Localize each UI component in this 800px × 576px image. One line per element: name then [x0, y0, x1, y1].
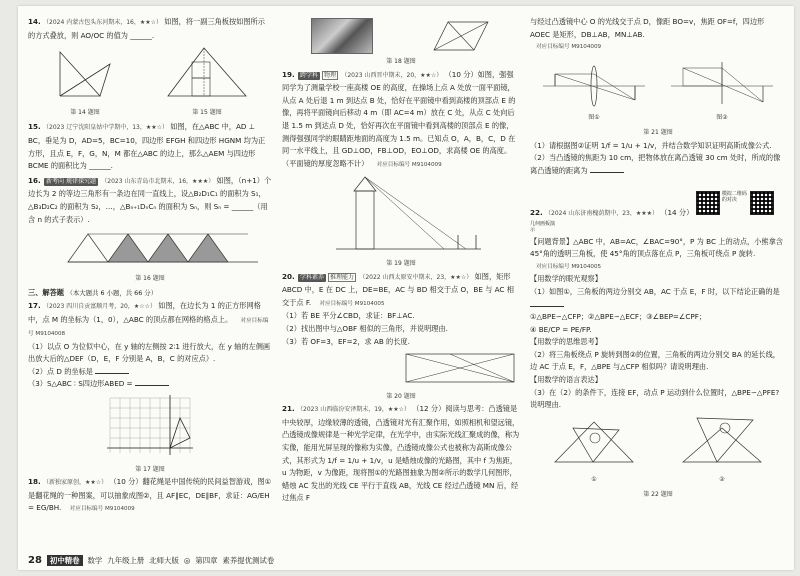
figure-17-grid: [105, 393, 195, 459]
answer-blank[interactable]: [590, 165, 624, 173]
column-3: 与经过凸透镜中心 O 的光线交于点 D，像距 BO=v，焦距 OF=f，四边形 AOEC 是矩形，DB⊥AB，MN⊥AB. 对应目标编号 M9104009 图① 图② 第 21 题图 （1）请根据图②证明 1/f = 1/u + 1/v，并结合数学知识证明高斯成像公式. （2）当凸透镜的焦距为 10 cm，把物体放在离凸透镜 30 cm 处时，所成的像离凸透镜的距离为 22. （2024 山东济南槐荫期中，23，★★★） （14 分） 模拟二维码的对决 几何画板演示 【问题背景】△ABC 中，AB=AC，∠BAC=90°，P 为 BC 上的动点，小熊拿含 45°角的透明三角板，使 45°角的顶点落在点 P，三角板可绕点 P 旋转. 对应目标编号 M9104005 【用数学的眼光观察】 （1）如图①，三角板的两边分别交 AB，AC 于点 E，F 时，以下结论正确的是 ①△BPE∽△CFP；②△BPE∽△ECF；③∠BEP=∠CPF； ④ BE/CP = PE/FP. 【用数学的思维思考】 （2）将三角板绕点 P 旋转到图②的位置，三角板的两边分别交 BA 的延长线，边 AC 于点 E，F，△BPE 与△CFP 相似吗？请说明理由. 【用数学的语言表达】 （3）在（2）的条件下，连接 EF，动点 P 运动到什么位置时，△BPE∽△PFE? 说明理由. ① ② 第 22 题图: [530, 16, 786, 502]
qr-code-1[interactable]: [696, 191, 720, 215]
page-footer: 28 初中精卷 数学 九年级上册 北师大版 ◎ 第四章 素养提优测试卷: [28, 554, 275, 566]
column-2: 第 18 题图 19. 跨学科 物理 （2023 山西晋中期末，20，★★☆） （10 分）如图，强强同学为了测量学校一座高楼 OE 的高度，在操场上点 A 处放一面平面镜，从点 A 处后退 1 m 到达点 B 处，恰好在平面镜中看到高楼的顶部点 E 的像，再将平面镜向后移动 4 m（即 AC=4 m）放在 C 处，从点 C 处向后退 1.5 m 到达点 D 处，恰好再次在平面镜中看到高楼的顶部点 E 的像，测得强强同学的眼睛距地面的高度为 1.5 m。已知点 O，A，B，C，D 在同一水平线上，且 GD⊥OD，FB⊥OD，EO⊥OD，求高楼 OE 的高度。（平面镜的厚度忽略不计） 对应目标编号 M9104009 第 19 题图 20. 学科素养 推理能力 （2022 山西太原安中期末，23，★★☆） 如图，矩形 ABCD 中，E 在 DC 上，DE=BE，AC 与 BD 相交于点 O，BE 与 AC 相交于点 F. 对应目标编号 M9104005 （1）若 BE 平分∠CBD，求证：BF⊥AC. （2）找出图中与△OBF 相似的三角形，并说明理由. （3）若 OF=3，EF=2，求 AB 的长度. 第 20 题图 21. （2023 山西临汾安泽期末，19，★★☆） （12 分）阅读与思考：凸透镜是中央较厚，边缘较薄的透镜，凸透镜对光有汇聚作用，如照相机和望远镜，凸透镜成像规律是一种光学定律，在光学中，由实际光线汇聚成的像，称为实像，能用光屏呈现的像称为实像，凸透镜成像公式也被称为高斯成像公式，其形式为 1/f = 1/u + 1/v，u 是蜡烛成像的光路图，其中 f 为焦距，u 为物距，v 为像距，现将图①的光路图抽象为图②所示的数学几何图形，蜡烛 AC 发出的光线 CE 平行于直线 AB，光线 CE 经过凸透镜 MN 后，经过焦点 F: [282, 16, 520, 507]
question-22: 22. （2024 山东济南槐荫期中，23，★★★） （14 分） 模拟二维码的对决 几何画板演示: [530, 191, 786, 233]
answer-blank[interactable]: [95, 366, 129, 374]
triangle-diagram-2: [677, 414, 767, 470]
section-heading: 三、解答题 （本大题共 6 小题，共 66 分）: [28, 288, 158, 298]
figure-22-1: ①: [549, 414, 639, 487]
question-20: 20. 学科素养 推理能力 （2022 山西太原安中期末，23，★★☆） 如图，矩形 ABCD 中，E 在 DC 上，DE=BE，AC 与 BD 相交于点 O，BE 与 AC 相交于点 F. 对应目标编号 M9104005 （1）若 BE 平分∠CBD，求证：BF⊥AC. （2）找出图中与△OBF 相似的三角形，并说明理由. （3）若 OF=3，EF=2，求 AB 的长度.: [282, 271, 514, 346]
question-21: 21. （2023 山西临汾安泽期末，19，★★☆） （12 分）阅读与思考：凸透镜是中央较厚，边缘较薄的透镜，凸透镜对光有汇聚作用，如照相机和望远镜，凸透镜成像规律是一种光学定律，在光学中，由实际光线汇聚成的像，称为实像，能用光屏呈现的像称为实像，凸透镜成像公式也被称为高斯成像公式，其形式为 1/f = 1/u + 1/v，u 是蜡烛成像的光路图，其中 f 为焦距，u 为物距，v 为像距，现将图①的光路图抽象为图②所示的数学几何图形，蜡烛 AC 发出的光线 CE 平行于直线 AB，光线 CE 经过凸透镜 MN 后，经过焦点 F: [282, 404, 520, 503]
page-number: 28: [28, 554, 42, 566]
figure-21-1: 图①: [539, 56, 649, 125]
question-19: 19. 跨学科 物理 （2023 山西晋中期末，20，★★☆） （10 分）如图，强强同学为了测量学校一座高楼 OE 的高度，在操场上点 A 处放一面平面镜，从点 A 处后退 1 m 到达点 B 处，恰好在平面镜中看到高楼的顶部点 E 的像，再将平面镜向后移动 4 m（即 AC=4 m）放在 C 处，从点 C 处向后退 1.5 m 到达点 D 处，恰好再次在平面镜中看到高楼的顶部点 E 的像，测得强强同学的眼睛距地面的高度为 1.5 m。已知点 O，A，B，C，D 在同一水平线上，且 GD⊥OD，FB⊥OD，EO⊥OD，求高楼 OE 的高度。（平面镜的厚度忽略不计） 对应目标编号 M9104009: [282, 69, 516, 168]
figure-22: [530, 414, 786, 487]
lens-diagram-2: [667, 56, 777, 108]
column-1: [28, 16, 272, 518]
answer-blank[interactable]: [530, 299, 564, 307]
figure-16: 第 16 题图: [28, 228, 272, 285]
brand-logo: 初中精卷: [47, 555, 83, 566]
bullet-icon: ◎: [183, 555, 191, 565]
figure-14-drawing: [50, 44, 120, 102]
figure-20: 第 20 题图: [282, 350, 520, 403]
triangle-diagram-1: [549, 414, 639, 470]
string-game-photo: [311, 18, 373, 54]
figure-22-2: ②: [677, 414, 767, 487]
figure-17: 第 17 题图: [28, 393, 272, 476]
lens-diagram-1: [539, 56, 649, 108]
figure-20-drawing: [400, 350, 520, 386]
question-15: 15. （2023 辽宁沈阳皇姑中学期中，13，★★☆） 如图，在△ABC 中，AD ⊥ BC，垂足为 D，AD=5，BC=10，四边形 EFGH 和四边形 HGNM 均为正方形，且点 E，F，G，N，M 都在△ABC 的边上，那么△AEM 与四边形 BCME 的面积比为 ______.: [28, 122, 266, 171]
figures-14-15: [28, 44, 272, 119]
question-18: 18. （新独家原创，★★☆） （10 分）翻花绳是中国传统的民间益智游戏，图①是翻花绳的一种图案，可以抽象成图②，且 AF∥EC，DE∥BF，求证：AG/EH = EG/BH. 对应目标编号 M9104009: [28, 477, 272, 513]
figure-21: [530, 56, 786, 125]
figure-18: [282, 18, 520, 54]
figure-19: 第 19 题图: [282, 173, 520, 270]
figure-21-2: 图②: [667, 56, 777, 125]
question-14: 14. （2024 内蒙古包头东河期末，16，★★☆） 如图，将一副三角板按如图所示的方式叠放，则 AO/OC 的值为 ______.: [28, 17, 265, 40]
figure-19-drawing: [316, 173, 486, 253]
figure-15: 第 15 题图: [164, 44, 250, 119]
qr-code-2[interactable]: [750, 191, 774, 215]
figure-16-drawing: [28, 228, 272, 268]
answer-blank[interactable]: [135, 378, 169, 386]
question-16: 16. 新考向 规律探究题 （2023 山东青岛市北期末，16，★★★） 如图，（n+1）个边长为 2 的等边三角形有一条边在同一直线上，设△B₂D₁C₁ 的面积为 S₁，△B₃D₂C₂ 的面积为 S₂，…，△Bₙ₊₁DₙCₙ 的面积为 Sₙ，则 Sₙ = ______（用含 n 的式子表示）.: [28, 175, 272, 224]
worksheet-page: [18, 6, 794, 570]
question-17: 17. （2023 四川自贡富顺月考，20，★☆☆） 如图，在边长为 1 的正方形网格中，点 M 的坐标为（1，0），△ABC 的顶点都在网格的格点上。 对应目标编号 M9104008 （1）以点 O 为位似中心，在 y 轴的左侧按 2∶1 进行放大，在 y 轴的左侧画出放大后的△DEF（D，E，F 分别是 A，B，C 的对应点）. （2）点 D 的坐标是 （3）S△ABC ∶ S四边形ABED =: [28, 300, 271, 389]
figure-18-drawing: [430, 18, 492, 54]
figure-14: 第 14 题图: [50, 44, 120, 119]
figure-15-drawing: [164, 44, 250, 102]
